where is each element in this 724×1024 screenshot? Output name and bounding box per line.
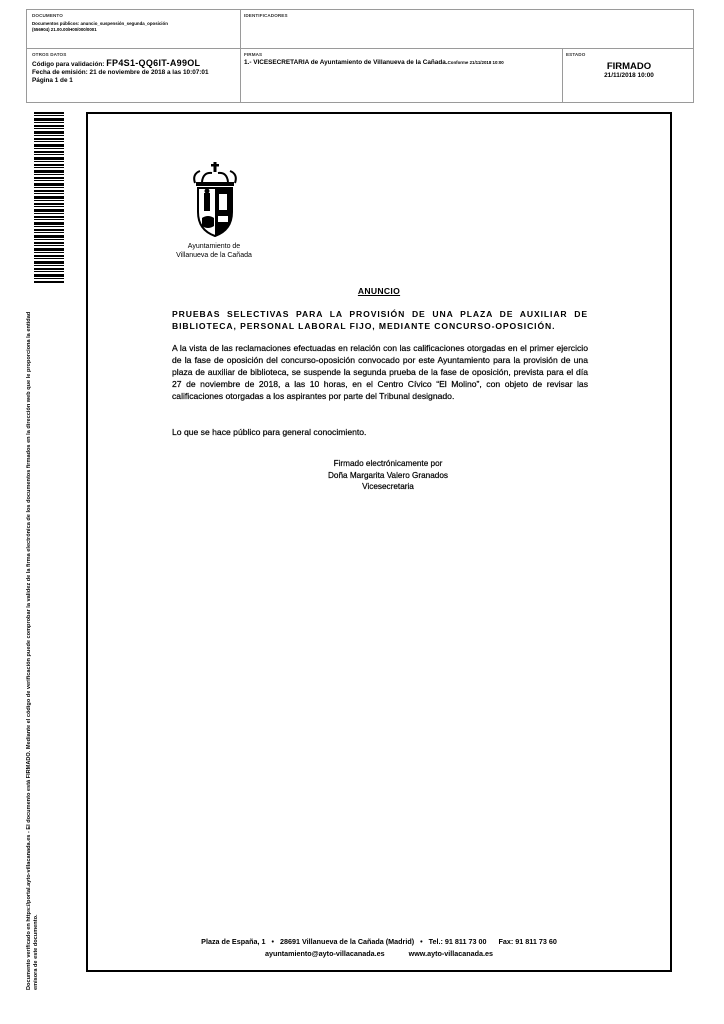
signer-name: Doña Margarita Valero Granados: [328, 470, 448, 480]
emission-date: Fecha de emisión: 21 de noviembre de 2018 a las 10:07:01: [32, 69, 209, 76]
sign-line1: Firmado electrónicamente por: [333, 459, 443, 468]
coat-of-arms-icon: [172, 160, 258, 240]
identificadores-cell: [244, 13, 544, 18]
body-paragraph: A la vista de las reclamaciones efectuadas en relación con las calificaciones otorgadas en el primer ejercicio de la fase de oposición del concurso-oposición convocado por este Ayuntamiento para la provisión de una plaza de auxiliar de biblioteca, se suspende la segunda prueba de la fase de oposición, prevista para el día 27 de noviembre de 2018, a las 10 horas, en el Centro Cívico “El Molino”, con objeto de revisar las calificaciones otorgadas a los aspirantes por parte del Tribunal designado.: [172, 343, 588, 401]
logo-caption-line1: Ayuntamiento de: [187, 243, 241, 250]
barcode-icon: [34, 112, 64, 284]
logo-caption-line2: Villanueva de la Cañada: [176, 252, 252, 259]
document-page: [86, 112, 672, 972]
logo-caption: [164, 242, 264, 260]
side-text-line2: emisora de este documento.: [33, 914, 39, 990]
footer-city: 28691 Villanueva de la Cañada (Madrid): [280, 937, 415, 946]
otros-datos-label: OTROS DATOS: [32, 52, 67, 57]
footer-fax: Fax: 91 811 73 60: [498, 937, 557, 946]
documento-id: (556904) 21.00.00/H00/000/0001: [32, 27, 97, 32]
firma-line: 1.- VICESECRETARIA de Ayuntamiento de Villanueva de la Cañada.: [244, 59, 448, 66]
estado-value: FIRMADO: [606, 61, 652, 72]
page-footer: Plaza de España, 1 • 28691 Villanueva de la Cañada (Madrid) • Tel.: 91 811 73 00 Fax: 91 811 73 60 ayuntamiento@ayto-villacanada.es www.ayto-villacanada.es: [201, 937, 557, 958]
signature-header: [26, 9, 694, 103]
otros-datos-cell: [32, 52, 238, 85]
closing-line: Lo que se hace público para general conocimiento.: [172, 427, 367, 437]
codigo-prefix: Código para validación:: [32, 61, 105, 68]
subject-heading: PRUEBAS SELECTIVAS PARA LA PROVISIÓN DE UNA PLAZA DE AUXILIAR DE BIBLIOTECA, PERSONAL LABORAL FIJO, MEDIANTE CONCURSO-OPOSICIÓN.: [172, 309, 588, 331]
footer-web[interactable]: www.ayto-villacanada.es: [408, 949, 494, 958]
documento-cell: [32, 13, 237, 33]
signer-role: Vicesecretaria: [362, 482, 414, 491]
firmas-label: FIRMAS: [244, 52, 263, 57]
signature-block: [278, 458, 498, 493]
estado-date: 21/11/2018 10:00: [604, 72, 654, 79]
estado-cell: [566, 52, 692, 79]
verification-side-text: [26, 290, 40, 990]
documento-value: Documentos públicos: anuncio_suspensión_segunda_oposición: [32, 21, 168, 26]
identificadores-label: IDENTIFICADORES: [244, 13, 288, 18]
firma-extra: Conforme 21/11/2018 10:00: [447, 60, 504, 65]
footer-email[interactable]: ayuntamiento@ayto-villacanada.es: [264, 949, 385, 958]
firmas-cell: [244, 52, 560, 67]
validation-code[interactable]: FP4S1-QQ6IT-A99OL: [106, 58, 201, 68]
page-count: Página 1 de 1: [32, 77, 73, 84]
estado-label: ESTADO: [566, 52, 586, 57]
footer-phone: Tel.: 91 811 73 00: [428, 937, 487, 946]
documento-label: DOCUMENTO: [32, 13, 63, 18]
side-text-line1: Documento verificado en https://portal.ayto-villacanada.es - El documento está FIRMADO. Mediante el código de verificación puede comprobar la validez de la firma electrónica de los documentos firmados en la dirección web que le proporciona la entidad: [26, 311, 32, 990]
page-title: ANUNCIO: [357, 286, 401, 296]
footer-address: Plaza de España, 1: [201, 937, 266, 946]
